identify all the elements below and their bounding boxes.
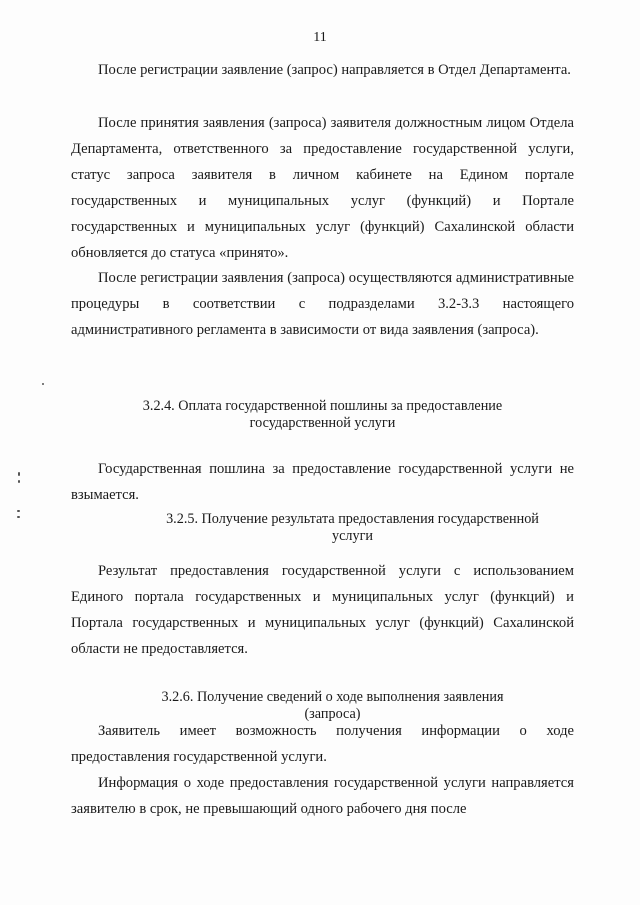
scan-speck — [17, 516, 20, 518]
section-heading-3-2-5 — [71, 511, 574, 545]
paragraph-info-deadline: Информация о ходе предоставления государственной услуги направляется заявителю в срок, не превышающий одного рабочего дня после — [71, 775, 574, 817]
paragraph-state-fee: Государственная пошлина за предоставление государственной услуги не взымается. — [71, 461, 574, 503]
paragraph-registration: После регистрации заявление (запрос) направляется в Отдел Департамента. — [98, 62, 571, 78]
heading-line-2: государственной услуги — [249, 415, 396, 431]
heading-line-1: 3.2.6. Получение сведений о ходе выполнения заявления — [161, 689, 504, 705]
scan-speck — [17, 510, 20, 512]
paragraph-result: Результат предоставления государственной услуги с использованием Единого портала государственных и муниципальных услуг (функций) и Портала государственных и муниципальных услуг (функций) Сахалинской области не предоставляется. — [71, 563, 574, 657]
scan-speck — [18, 480, 20, 483]
scan-speck — [42, 383, 44, 385]
paragraph-info-possibility: Заявитель имеет возможность получения информации о ходе предоставления государственной услуги. — [71, 723, 574, 765]
section-heading-3-2-4 — [71, 398, 574, 432]
paragraph-admin-procedures: После регистрации заявления (запроса) осуществляются административные процедуры в соответствии с подразделами 3.2-3.3 настоящего административного регламента в зависимости от вида заявления (запроса). — [71, 270, 574, 338]
heading-line-1: 3.2.5. Получение результата предоставления государственной — [166, 511, 539, 527]
scan-speck — [18, 472, 20, 476]
page-number: 11 — [313, 30, 327, 45]
heading-line-2: (запроса) — [304, 706, 361, 722]
heading-line-1: 3.2.4. Оплата государственной пошлины за предоставление — [142, 398, 503, 414]
paragraph-status-update: После принятия заявления (запроса) заявителя должностным лицом Отдела Департамента, ответственного за предоставление государственной услуги, статус запроса заявителя в личном кабинете на Едином портале государственных и муниципальных услуг (функций) и Портале государственных и муниципальных услуг (функций) Сахалинской области обновляется до статуса «принято». — [71, 115, 574, 261]
heading-line-2: услуги — [332, 528, 373, 544]
